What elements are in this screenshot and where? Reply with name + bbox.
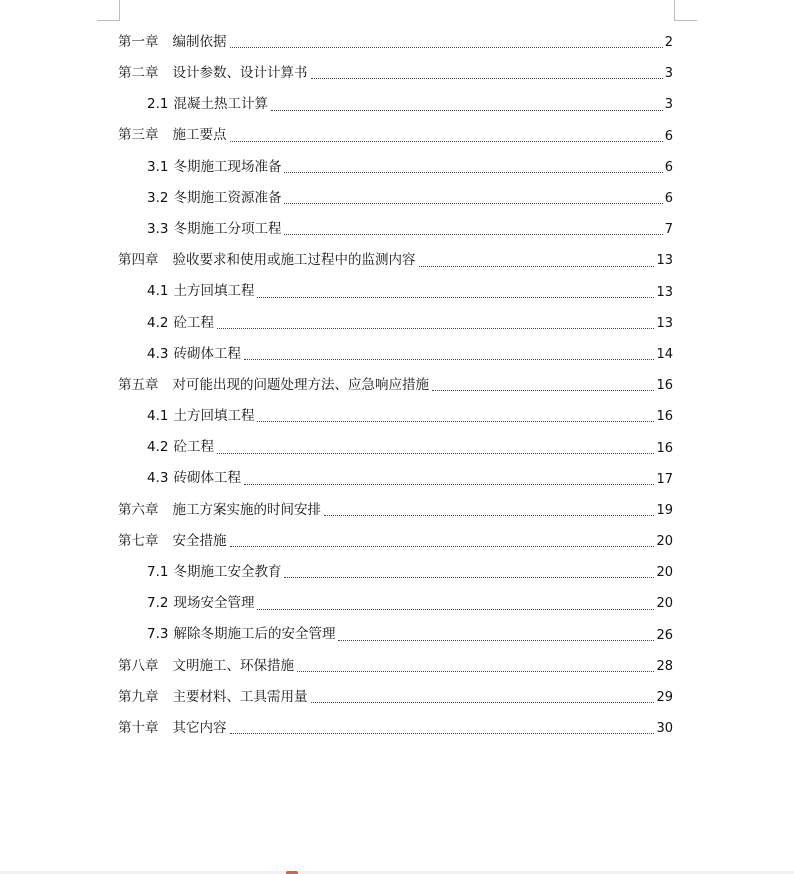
toc-entry-title: 其它内容: [172, 719, 227, 736]
toc-entry-title: 验收要求和使用或施工过程中的监测内容: [172, 252, 416, 269]
toc-entry-page-number: 16: [656, 409, 673, 425]
toc-entry[interactable]: [118, 651, 673, 682]
toc-entry[interactable]: [118, 27, 673, 58]
toc-entry-page-number: 3: [664, 66, 673, 82]
toc-dot-leader: [271, 109, 663, 111]
toc-entry-page-number: 16: [656, 440, 673, 456]
toc-entry[interactable]: [118, 588, 673, 619]
toc-entry-number: 7.3: [147, 626, 169, 643]
toc-entry-title: 砼工程: [173, 314, 214, 331]
toc-entry-title: 设计参数、设计计算书: [172, 65, 308, 82]
toc-dot-leader: [217, 327, 654, 329]
toc-entry-number: 7.2: [147, 595, 169, 612]
toc-entry-page-number: 14: [656, 346, 673, 362]
toc-entry-title: 混凝土热工计算: [173, 96, 268, 113]
toc-entry-title: 冬期施工安全教育: [173, 564, 282, 581]
toc-entry-number: 3.3: [147, 220, 169, 237]
toc-dot-leader: [257, 608, 654, 610]
toc-entry-number: 4.1: [147, 283, 169, 300]
toc-entry[interactable]: [118, 89, 673, 120]
toc-entry-number: 第四章: [118, 252, 159, 269]
toc-entry-title: 施工方案实施的时间安排: [172, 501, 321, 518]
toc-entry-page-number: 6: [664, 159, 673, 175]
toc-entry-title: 主要材料、工具需用量: [172, 688, 308, 705]
toc-entry-page-number: 30: [656, 721, 673, 737]
toc-entry-number: 第八章: [118, 657, 159, 674]
toc-entry[interactable]: [118, 713, 673, 744]
toc-entry[interactable]: [118, 58, 673, 89]
toc-entry[interactable]: [118, 214, 673, 245]
toc-dot-leader: [311, 701, 655, 703]
toc-entry-number: 4.1: [147, 408, 169, 425]
toc-entry-page-number: 26: [656, 627, 673, 643]
toc-entry-title: 土方回填工程: [173, 283, 255, 300]
toc-entry[interactable]: [118, 370, 673, 401]
toc-entry-number: 7.1: [147, 564, 169, 581]
toc-entry-number: 第十章: [118, 719, 159, 736]
toc-dot-leader: [432, 389, 654, 391]
toc-entry-page-number: 2: [664, 35, 673, 51]
toc-entry-page-number: 7: [664, 222, 673, 238]
toc-entry-page-number: 13: [656, 284, 673, 300]
toc-dot-leader: [324, 514, 654, 516]
toc-entry-number: 第九章: [118, 688, 159, 705]
toc-entry-number: 第六章: [118, 501, 159, 518]
toc-entry-page-number: 16: [656, 378, 673, 394]
toc-entry-page-number: 20: [656, 565, 673, 581]
toc-entry-number: 4.2: [147, 439, 169, 456]
toc-entry[interactable]: [118, 339, 673, 370]
toc-dot-leader: [230, 140, 663, 142]
toc-entry-number: 第五章: [118, 376, 159, 393]
toc-entry-title: 安全措施: [172, 532, 227, 549]
table-of-contents: [118, 27, 673, 744]
toc-entry-number: 2.1: [147, 96, 169, 113]
toc-entry[interactable]: [118, 464, 673, 495]
toc-entry-page-number: 13: [656, 253, 673, 269]
toc-entry-number: 第二章: [118, 65, 159, 82]
toc-dot-leader: [284, 233, 662, 235]
toc-entry-page-number: 20: [656, 596, 673, 612]
toc-entry-number: 第三章: [118, 127, 159, 144]
toc-entry-title: 土方回填工程: [173, 408, 255, 425]
toc-entry-title: 现场安全管理: [173, 595, 255, 612]
toc-entry-page-number: 28: [656, 658, 673, 674]
toc-dot-leader: [284, 202, 662, 204]
toc-entry[interactable]: [118, 308, 673, 339]
toc-dot-leader: [230, 545, 655, 547]
toc-entry-page-number: 3: [664, 97, 673, 113]
toc-entry-number: 第一章: [118, 33, 159, 50]
toc-dot-leader: [244, 483, 654, 485]
top-right-crop-mark: [674, 0, 697, 21]
toc-entry-page-number: 29: [656, 690, 673, 706]
toc-dot-leader: [297, 670, 654, 672]
toc-dot-leader: [284, 171, 662, 173]
toc-entry-page-number: 19: [656, 502, 673, 518]
toc-entry[interactable]: [118, 277, 673, 308]
toc-entry-title: 施工要点: [172, 127, 227, 144]
toc-dot-leader: [419, 265, 655, 267]
toc-entry-title: 文明施工、环保措施: [172, 657, 294, 674]
toc-entry[interactable]: [118, 557, 673, 588]
toc-dot-leader: [284, 576, 654, 578]
toc-entry-number: 第七章: [118, 532, 159, 549]
toc-entry-title: 编制依据: [172, 33, 227, 50]
toc-dot-leader: [338, 639, 654, 641]
toc-entry-number: 3.1: [147, 158, 169, 175]
toc-entry[interactable]: [118, 495, 673, 526]
toc-entry-page-number: 6: [664, 128, 673, 144]
toc-entry-page-number: 17: [656, 471, 673, 487]
toc-entry-title: 对可能出现的问题处理方法、应急响应措施: [172, 376, 429, 393]
toc-entry[interactable]: [118, 152, 673, 183]
toc-dot-leader: [244, 358, 654, 360]
toc-entry-page-number: 6: [664, 191, 673, 207]
toc-dot-leader: [311, 77, 663, 79]
toc-entry-title: 冬期施工现场准备: [173, 158, 282, 175]
toc-dot-leader: [230, 732, 655, 734]
toc-entry[interactable]: [118, 401, 673, 432]
toc-entry-title: 砖砌体工程: [173, 470, 241, 487]
toc-entry[interactable]: [118, 245, 673, 276]
toc-entry-page-number: 20: [656, 534, 673, 550]
toc-entry-number: 3.2: [147, 189, 169, 206]
toc-entry-title: 砖砌体工程: [173, 345, 241, 362]
toc-entry-number: 4.3: [147, 470, 169, 487]
toc-entry-title: 砼工程: [173, 439, 214, 456]
top-left-crop-mark: [97, 0, 120, 21]
toc-entry-page-number: 13: [656, 315, 673, 331]
toc-entry-number: 4.2: [147, 314, 169, 331]
toc-entry[interactable]: [118, 121, 673, 152]
toc-dot-leader: [257, 420, 654, 422]
toc-dot-leader: [217, 452, 654, 454]
toc-dot-leader: [257, 296, 654, 298]
toc-entry-title: 解除冬期施工后的安全管理: [173, 626, 336, 643]
toc-entry-number: 4.3: [147, 345, 169, 362]
toc-entry-title: 冬期施工资源准备: [173, 189, 282, 206]
toc-entry[interactable]: [118, 183, 673, 214]
toc-entry[interactable]: [118, 432, 673, 463]
toc-entry[interactable]: [118, 682, 673, 713]
toc-dot-leader: [230, 46, 663, 48]
toc-entry[interactable]: [118, 526, 673, 557]
toc-entry[interactable]: [118, 620, 673, 651]
toc-entry-title: 冬期施工分项工程: [173, 220, 282, 237]
